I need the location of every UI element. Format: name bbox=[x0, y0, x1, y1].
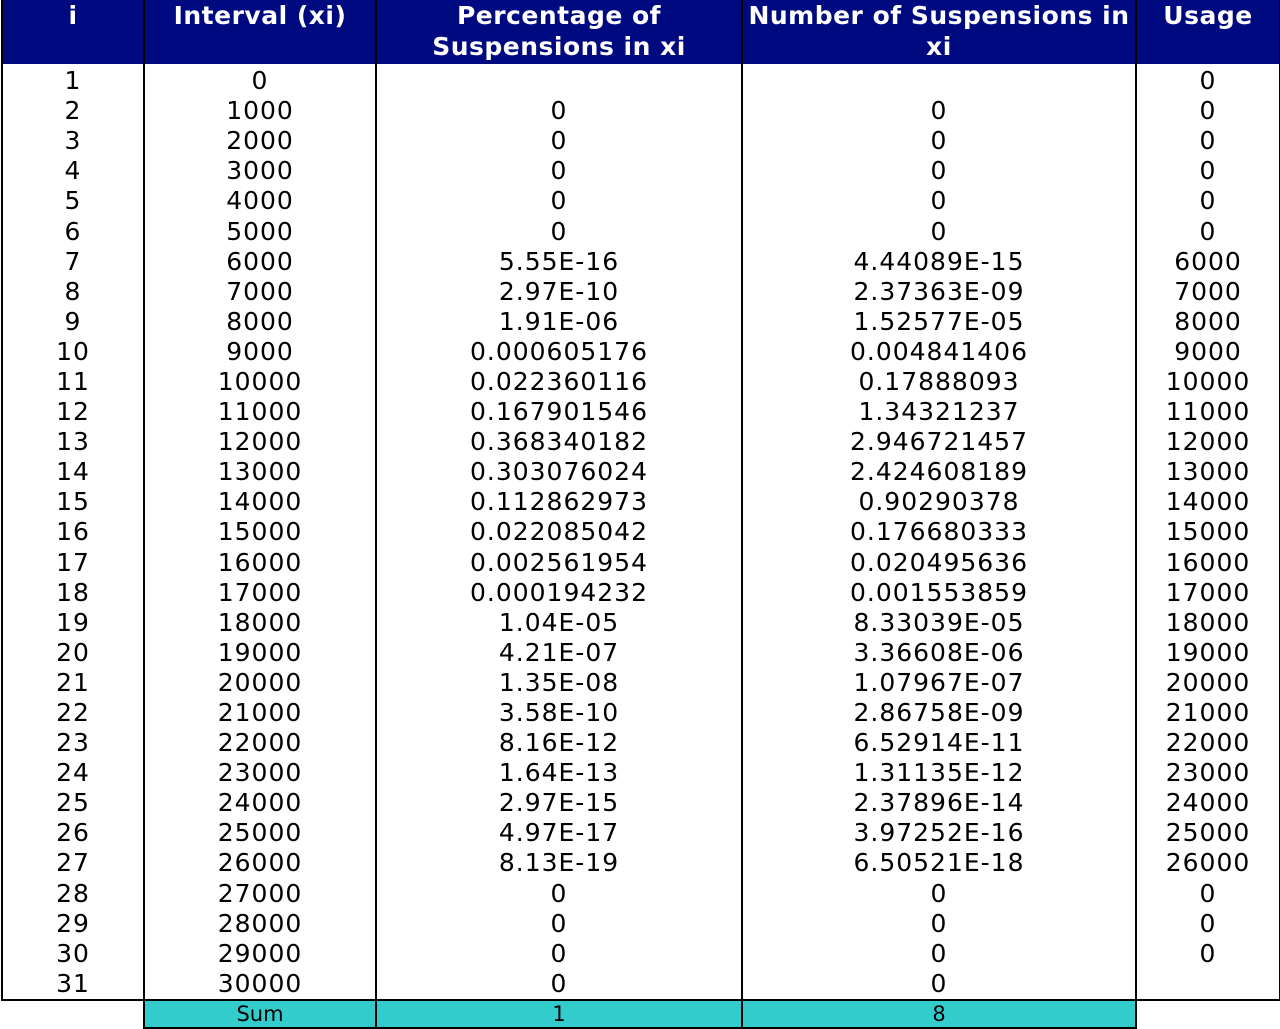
table-row bbox=[2, 427, 1280, 457]
cell-percentage: 0.000194232 bbox=[376, 578, 742, 608]
cell-interval: 8000 bbox=[144, 307, 376, 337]
table-row bbox=[2, 758, 1280, 788]
cell-i: 20 bbox=[2, 638, 144, 668]
cell-number: 0.90290378 bbox=[742, 487, 1136, 517]
cell-number: 1.31135E-12 bbox=[742, 758, 1136, 788]
cell-number: 2.37896E-14 bbox=[742, 788, 1136, 818]
cell-interval: 0 bbox=[144, 64, 376, 96]
cell-usage: 0 bbox=[1136, 879, 1280, 909]
cell-percentage: 0 bbox=[376, 96, 742, 126]
cell-usage: 0 bbox=[1136, 64, 1280, 96]
table-row bbox=[2, 277, 1280, 307]
table-row bbox=[2, 698, 1280, 728]
cell-percentage: 0.303076024 bbox=[376, 457, 742, 487]
cell-number: 0 bbox=[742, 879, 1136, 909]
cell-i: 22 bbox=[2, 698, 144, 728]
sum-label: Sum bbox=[144, 1000, 376, 1028]
cell-percentage: 2.97E-15 bbox=[376, 788, 742, 818]
cell-interval: 5000 bbox=[144, 216, 376, 246]
cell-interval: 20000 bbox=[144, 668, 376, 698]
cell-percentage: 0.022085042 bbox=[376, 517, 742, 547]
table-row bbox=[2, 216, 1280, 246]
cell-number: 0 bbox=[742, 156, 1136, 186]
cell-i: 5 bbox=[2, 186, 144, 216]
cell-usage: 6000 bbox=[1136, 247, 1280, 277]
cell-i: 15 bbox=[2, 487, 144, 517]
cell-interval: 27000 bbox=[144, 879, 376, 909]
cell-number: 1.07967E-07 bbox=[742, 668, 1136, 698]
cell-interval: 14000 bbox=[144, 487, 376, 517]
cell-i: 6 bbox=[2, 216, 144, 246]
cell-interval: 6000 bbox=[144, 247, 376, 277]
cell-i: 4 bbox=[2, 156, 144, 186]
table-row bbox=[2, 818, 1280, 848]
cell-interval: 24000 bbox=[144, 788, 376, 818]
cell-number: 6.52914E-11 bbox=[742, 728, 1136, 758]
table-row bbox=[2, 397, 1280, 427]
table-row bbox=[2, 96, 1280, 126]
cell-i: 21 bbox=[2, 668, 144, 698]
table-row bbox=[2, 909, 1280, 939]
cell-usage: 8000 bbox=[1136, 307, 1280, 337]
header-usage: Usage bbox=[1136, 0, 1280, 64]
cell-interval: 25000 bbox=[144, 818, 376, 848]
cell-number: 0 bbox=[742, 939, 1136, 969]
cell-usage: 0 bbox=[1136, 909, 1280, 939]
cell-number: 2.86758E-09 bbox=[742, 698, 1136, 728]
cell-usage: 16000 bbox=[1136, 548, 1280, 578]
cell-usage bbox=[1136, 969, 1280, 1000]
cell-number: 1.34321237 bbox=[742, 397, 1136, 427]
cell-number bbox=[742, 64, 1136, 96]
cell-percentage: 5.55E-16 bbox=[376, 247, 742, 277]
cell-interval: 13000 bbox=[144, 457, 376, 487]
table-row bbox=[2, 186, 1280, 216]
cell-number: 0.17888093 bbox=[742, 367, 1136, 397]
cell-i: 12 bbox=[2, 397, 144, 427]
table-row bbox=[2, 487, 1280, 517]
table-row bbox=[2, 848, 1280, 878]
cell-percentage: 2.97E-10 bbox=[376, 277, 742, 307]
cell-usage: 0 bbox=[1136, 96, 1280, 126]
cell-percentage: 0 bbox=[376, 939, 742, 969]
cell-percentage: 4.21E-07 bbox=[376, 638, 742, 668]
cell-i: 18 bbox=[2, 578, 144, 608]
cell-i: 19 bbox=[2, 608, 144, 638]
cell-usage: 24000 bbox=[1136, 788, 1280, 818]
cell-percentage: 0.000605176 bbox=[376, 337, 742, 367]
cell-number: 0 bbox=[742, 216, 1136, 246]
cell-percentage: 0.368340182 bbox=[376, 427, 742, 457]
table-row bbox=[2, 517, 1280, 547]
cell-percentage: 1.91E-06 bbox=[376, 307, 742, 337]
cell-interval: 7000 bbox=[144, 277, 376, 307]
table-row bbox=[2, 457, 1280, 487]
cell-usage: 25000 bbox=[1136, 818, 1280, 848]
cell-percentage: 0.022360116 bbox=[376, 367, 742, 397]
cell-percentage: 0 bbox=[376, 126, 742, 156]
cell-interval: 2000 bbox=[144, 126, 376, 156]
cell-percentage: 8.13E-19 bbox=[376, 848, 742, 878]
cell-percentage: 0.002561954 bbox=[376, 548, 742, 578]
cell-i: 17 bbox=[2, 548, 144, 578]
cell-percentage: 0 bbox=[376, 909, 742, 939]
cell-percentage: 4.97E-17 bbox=[376, 818, 742, 848]
table-row bbox=[2, 638, 1280, 668]
table-row bbox=[2, 939, 1280, 969]
cell-usage: 0 bbox=[1136, 126, 1280, 156]
cell-i: 28 bbox=[2, 879, 144, 909]
cell-interval: 30000 bbox=[144, 969, 376, 1000]
cell-i: 31 bbox=[2, 969, 144, 1000]
cell-usage: 23000 bbox=[1136, 758, 1280, 788]
sum-number: 8 bbox=[742, 1000, 1136, 1028]
cell-i: 23 bbox=[2, 728, 144, 758]
cell-usage: 9000 bbox=[1136, 337, 1280, 367]
cell-usage: 13000 bbox=[1136, 457, 1280, 487]
cell-usage: 0 bbox=[1136, 939, 1280, 969]
cell-i: 24 bbox=[2, 758, 144, 788]
table-row bbox=[2, 608, 1280, 638]
table-row bbox=[2, 64, 1280, 96]
cell-interval: 18000 bbox=[144, 608, 376, 638]
cell-number: 0 bbox=[742, 969, 1136, 1000]
cell-i: 9 bbox=[2, 307, 144, 337]
cell-percentage: 1.35E-08 bbox=[376, 668, 742, 698]
table-row bbox=[2, 548, 1280, 578]
cell-number: 3.97252E-16 bbox=[742, 818, 1136, 848]
suspension-table bbox=[1, 0, 1280, 1029]
cell-usage: 0 bbox=[1136, 216, 1280, 246]
table-row bbox=[2, 156, 1280, 186]
table-row bbox=[2, 969, 1280, 1000]
cell-interval: 19000 bbox=[144, 638, 376, 668]
cell-i: 16 bbox=[2, 517, 144, 547]
table-row bbox=[2, 668, 1280, 698]
cell-interval: 29000 bbox=[144, 939, 376, 969]
cell-i: 14 bbox=[2, 457, 144, 487]
table-row bbox=[2, 578, 1280, 608]
cell-number: 0 bbox=[742, 186, 1136, 216]
cell-interval: 16000 bbox=[144, 548, 376, 578]
cell-percentage: 8.16E-12 bbox=[376, 728, 742, 758]
cell-percentage: 0 bbox=[376, 879, 742, 909]
cell-number: 0 bbox=[742, 96, 1136, 126]
header-row bbox=[2, 0, 1280, 64]
cell-number: 0.020495636 bbox=[742, 548, 1136, 578]
cell-usage: 22000 bbox=[1136, 728, 1280, 758]
cell-number: 0.176680333 bbox=[742, 517, 1136, 547]
cell-usage: 17000 bbox=[1136, 578, 1280, 608]
cell-interval: 10000 bbox=[144, 367, 376, 397]
cell-usage: 26000 bbox=[1136, 848, 1280, 878]
table-body bbox=[2, 64, 1280, 1000]
cell-interval: 15000 bbox=[144, 517, 376, 547]
sum-percentage: 1 bbox=[376, 1000, 742, 1028]
cell-i: 26 bbox=[2, 818, 144, 848]
cell-interval: 26000 bbox=[144, 848, 376, 878]
cell-percentage bbox=[376, 64, 742, 96]
cell-number: 2.946721457 bbox=[742, 427, 1136, 457]
cell-number: 0 bbox=[742, 909, 1136, 939]
cell-i: 2 bbox=[2, 96, 144, 126]
table-row bbox=[2, 728, 1280, 758]
cell-percentage: 0 bbox=[376, 186, 742, 216]
cell-interval: 4000 bbox=[144, 186, 376, 216]
cell-i: 11 bbox=[2, 367, 144, 397]
cell-percentage: 3.58E-10 bbox=[376, 698, 742, 728]
cell-i: 7 bbox=[2, 247, 144, 277]
cell-i: 8 bbox=[2, 277, 144, 307]
cell-usage: 14000 bbox=[1136, 487, 1280, 517]
header-percentage: Percentage of Suspensions in xi bbox=[376, 0, 742, 64]
cell-percentage: 0 bbox=[376, 156, 742, 186]
cell-i: 25 bbox=[2, 788, 144, 818]
table-row bbox=[2, 126, 1280, 156]
cell-usage: 0 bbox=[1136, 186, 1280, 216]
cell-interval: 28000 bbox=[144, 909, 376, 939]
cell-number: 0.001553859 bbox=[742, 578, 1136, 608]
cell-percentage: 0.112862973 bbox=[376, 487, 742, 517]
cell-interval: 21000 bbox=[144, 698, 376, 728]
cell-usage: 20000 bbox=[1136, 668, 1280, 698]
cell-percentage: 0 bbox=[376, 216, 742, 246]
cell-number: 4.44089E-15 bbox=[742, 247, 1136, 277]
cell-interval: 12000 bbox=[144, 427, 376, 457]
cell-i: 29 bbox=[2, 909, 144, 939]
cell-i: 1 bbox=[2, 64, 144, 96]
cell-usage: 11000 bbox=[1136, 397, 1280, 427]
cell-usage: 15000 bbox=[1136, 517, 1280, 547]
cell-number: 2.37363E-09 bbox=[742, 277, 1136, 307]
table-row bbox=[2, 879, 1280, 909]
cell-percentage: 0 bbox=[376, 969, 742, 1000]
cell-i: 13 bbox=[2, 427, 144, 457]
cell-number: 8.33039E-05 bbox=[742, 608, 1136, 638]
cell-interval: 9000 bbox=[144, 337, 376, 367]
cell-number: 6.50521E-18 bbox=[742, 848, 1136, 878]
cell-i: 27 bbox=[2, 848, 144, 878]
cell-interval: 17000 bbox=[144, 578, 376, 608]
cell-number: 3.36608E-06 bbox=[742, 638, 1136, 668]
cell-interval: 23000 bbox=[144, 758, 376, 788]
table-row bbox=[2, 337, 1280, 367]
table-row bbox=[2, 367, 1280, 397]
cell-usage: 19000 bbox=[1136, 638, 1280, 668]
header-interval: Interval (xi) bbox=[144, 0, 376, 64]
cell-number: 0.004841406 bbox=[742, 337, 1136, 367]
cell-i: 30 bbox=[2, 939, 144, 969]
cell-usage: 10000 bbox=[1136, 367, 1280, 397]
cell-usage: 12000 bbox=[1136, 427, 1280, 457]
table-row bbox=[2, 788, 1280, 818]
cell-i: 3 bbox=[2, 126, 144, 156]
cell-interval: 1000 bbox=[144, 96, 376, 126]
cell-percentage: 1.64E-13 bbox=[376, 758, 742, 788]
cell-interval: 11000 bbox=[144, 397, 376, 427]
cell-i: 10 bbox=[2, 337, 144, 367]
header-i: i bbox=[2, 0, 144, 64]
table-row bbox=[2, 247, 1280, 277]
cell-interval: 22000 bbox=[144, 728, 376, 758]
cell-interval: 3000 bbox=[144, 156, 376, 186]
cell-number: 2.424608189 bbox=[742, 457, 1136, 487]
table-row bbox=[2, 307, 1280, 337]
cell-usage: 21000 bbox=[1136, 698, 1280, 728]
cell-usage: 0 bbox=[1136, 156, 1280, 186]
cell-usage: 18000 bbox=[1136, 608, 1280, 638]
header-number: Number of Suspensions in xi bbox=[742, 0, 1136, 64]
cell-percentage: 1.04E-05 bbox=[376, 608, 742, 638]
cell-number: 0 bbox=[742, 126, 1136, 156]
cell-percentage: 0.167901546 bbox=[376, 397, 742, 427]
cell-usage: 7000 bbox=[1136, 277, 1280, 307]
cell-number: 1.52577E-05 bbox=[742, 307, 1136, 337]
